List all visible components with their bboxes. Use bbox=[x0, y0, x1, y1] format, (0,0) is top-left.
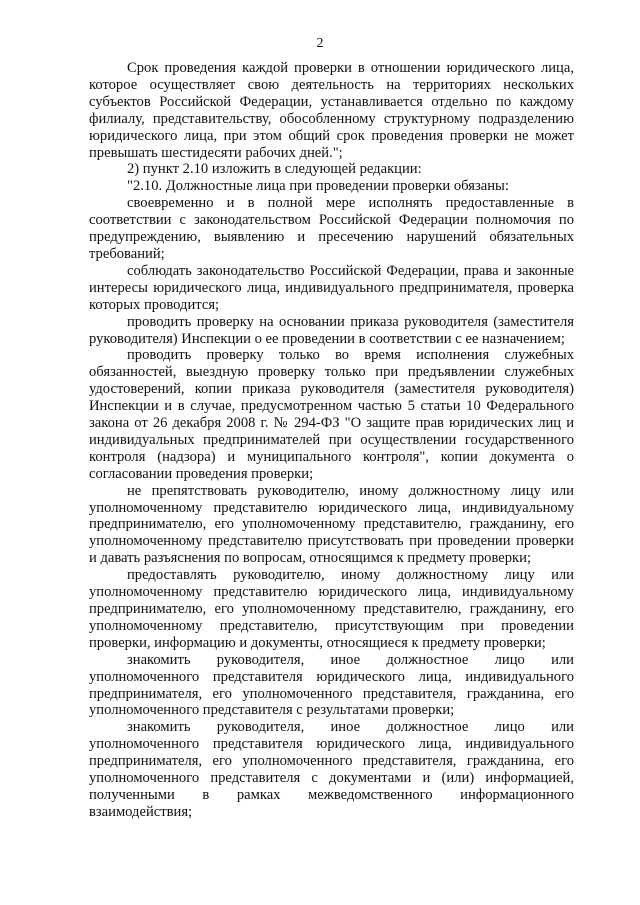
document-body bbox=[89, 60, 574, 821]
paragraph-duty-order: проводить проверку на основании приказа руководителя (заместителя руководителя) Инспекции о ее проведении в соответствии с ее назначением; bbox=[89, 313, 574, 347]
page-number: 2 bbox=[316, 36, 324, 51]
paragraph-item-2: 2) пункт 2.10 изложить в следующей редакции: bbox=[127, 161, 422, 178]
paragraph-duty-provide-info: предоставлять руководителю, иному должностному лицу или уполномоченному представителю юридического лица, индивидуальному предпринимателю, его уполномоченному представителю, гражданину, его уполномоченному представителю, присутствующим при проведении проверки, информацию и документы, относящиеся к предмету проверки; bbox=[89, 567, 574, 651]
paragraph-duty-results: знакомить руководителя, иное должностное лицо или уполномоченного представителя юридического лица, индивидуального предпринимателя, его уполномоченного представителя, гражданина, его уполномоченного представителя с результатами проверки; bbox=[89, 651, 574, 719]
paragraph-duty-documents: знакомить руководителя, иное должностное лицо или уполномоченного представителя юридического лица, индивидуального предпринимателя, его уполномоченного представителя, гражданина, его уполномоченного представителя с документами и (или) информацией, полученными в рамках межведомственного информационного взаимодействия; bbox=[89, 719, 574, 820]
paragraph-duty-not-obstruct: не препятствовать руководителю, иному должностному лицу или уполномоченному представителю юридического лица, индивидуальному предпринимателю, его уполномоченному представителю, гражданину, его уполномоченному представителю присутствовать при проведении проверки и давать разъяснения по вопросам, относящимся к предмету проверки; bbox=[89, 482, 574, 567]
paragraph-clause-2-10: "2.10. Должностные лица при проведении проверки обязаны: bbox=[127, 178, 509, 195]
paragraph-inspection-term: Срок проведения каждой проверки в отношении юридического лица, которое осуществляет свою деятельность на территориях нескольких субъектов Российской Федерации, устанавливается отдельно по каждому филиалу, представительству, обособленному структурному подразделению юридического лица, при этом общий срок проведения проверки не может превышать шестидесяти рабочих дней."; bbox=[89, 60, 574, 161]
paragraph-duty-powers: своевременно и в полной мере исполнять предоставленные в соответствии с законодательством Российской Федерации полномочия по предупреждению, выявлению и пресечению нарушений обязательных требований; bbox=[89, 195, 574, 262]
paragraph-duty-legislation: соблюдать законодательство Российской Федерации, права и законные интересы юридического лица, индивидуального предпринимателя, проверка которых проводится; bbox=[89, 262, 574, 313]
paragraph-duty-service-time: проводить проверку только во время исполнения служебных обязанностей, выездную проверку только при предъявлении служебных удостоверений, копии приказа руководителя (заместителя руководителя) Инспекции и в случае, предусмотренном частью 5 статьи 10 Федерального закона от 26 декабря 2008 г. № 294-ФЗ "О защите прав юридических лиц и индивидуальных предпринимателей при осуществлении государственного контроля (надзора) и муниципального контроля", копии документа о согласовании проведения проверки; bbox=[89, 347, 574, 482]
